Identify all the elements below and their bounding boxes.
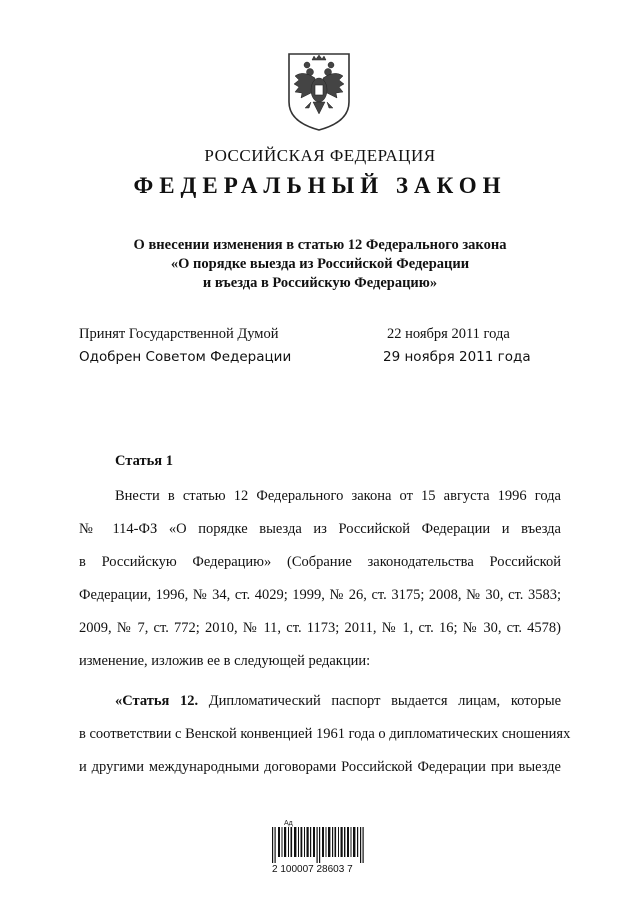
paragraph-line: в Российскую Федерацию» (Собрание законодательства Российской [79, 554, 561, 570]
law-title [0, 236, 640, 293]
law-title-line: «О порядке выезда из Российской Федерации [170, 256, 470, 272]
paragraph-line: 2009, № 7, ст. 772; 2010, № 11, ст. 1173; 2011, № 1, ст. 16; № 30, ст. 4578) [79, 620, 561, 636]
quote-first-line [115, 693, 561, 710]
quote-line: в соответствии с Венской конвенцией 1961 года о дипломатических сношениях [79, 726, 571, 742]
quote-article-heading: «Статья 12. [115, 693, 199, 709]
quote-line: и другими международными договорами Российской Федерации при выезде [79, 759, 561, 775]
paragraph-line: Внести в статью 12 Федерального закона от 15 августа 1996 года [115, 488, 561, 504]
quote-first-text: Дипломатический паспорт выдается лицам, которые [208, 693, 562, 709]
country-name: РОССИЙСКАЯ ФЕДЕРАЦИЯ [204, 146, 436, 165]
adopted-label: Принят Государственной Думой [79, 326, 279, 342]
article-heading: Статья 1 [115, 453, 173, 469]
paragraph-line: № 114-ФЗ «О порядке выезда из Российской Федерации и въезда [79, 521, 561, 537]
coat-of-arms-emblem [285, 48, 353, 132]
barcode-mark: Ад [284, 820, 293, 827]
paragraph-line: Федерации, 1996, № 34, ст. 4029; 1999, № 26, ст. 3175; 2008, № 30, ст. 3583; [79, 587, 561, 603]
document-type: ФЕДЕРАЛЬНЫЙ ЗАКОН [133, 173, 507, 198]
law-title-line: О внесении изменения в статью 12 Федерального закона [133, 237, 507, 253]
approved-date: 29 ноября 2011 года [383, 349, 531, 365]
approved-label: Одобрен Советом Федерации [79, 349, 292, 365]
law-title-line: и въезда в Российскую Федерацию» [202, 275, 438, 291]
barcode-number: 2 100007 28603 7 [272, 864, 353, 875]
paragraph-line: изменение, изложив ее в следующей редакции: [79, 653, 371, 669]
adopted-date: 22 ноября 2011 года [387, 326, 510, 342]
